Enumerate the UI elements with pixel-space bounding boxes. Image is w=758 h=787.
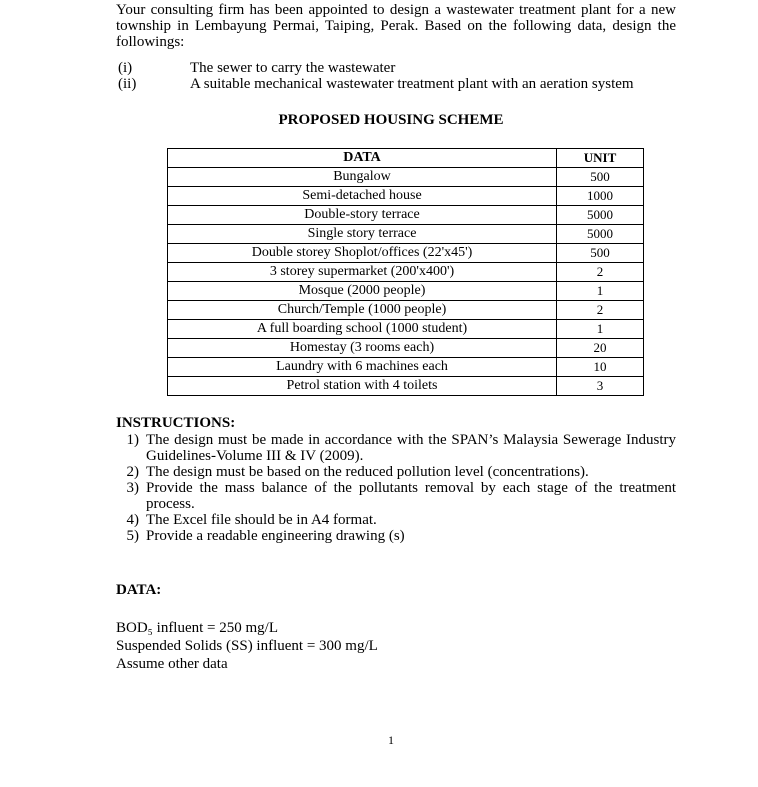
instructions-title: INSTRUCTIONS: [116, 415, 236, 431]
row-data: Double storey Shoplot/offices (22'x45') [168, 244, 557, 263]
table-row [168, 168, 644, 187]
row-data: Church/Temple (1000 people) [168, 301, 557, 320]
task-text: A suitable mechanical wastewater treatment plant with an aeration system [190, 76, 634, 92]
task-item [116, 76, 634, 92]
table-row [168, 206, 644, 225]
task-number: (i) [118, 60, 133, 76]
table-row [168, 358, 644, 377]
table-row [168, 301, 644, 320]
list-item [116, 512, 676, 528]
row-data: Semi-detached house [168, 187, 557, 206]
item-text: The design must be made in accordance with the SPAN’s Malaysia Sewerage Industry Guidelines-Volume III & IV (2009). [146, 432, 676, 464]
data-line-assume: Assume other data [116, 656, 228, 672]
row-data: 3 storey supermarket (200'x400') [168, 263, 557, 282]
table-row [168, 225, 644, 244]
item-number: 3) [126, 480, 139, 496]
row-unit: 500 [557, 168, 644, 187]
row-unit: 500 [557, 244, 644, 263]
table-row [168, 244, 644, 263]
row-unit: 1 [557, 320, 644, 339]
table-header-row [168, 149, 644, 168]
row-data: Bungalow [168, 168, 557, 187]
task-item [116, 60, 634, 76]
scheme-heading [0, 112, 758, 128]
intro-paragraph: Your consulting firm has been appointed to design a wastewater treatment plant for a new township in Lembayung Permai, Taiping, Perak. Based on the following data, design the followings: [116, 2, 676, 50]
data-title: DATA: [116, 582, 162, 598]
row-unit: 2 [557, 263, 644, 282]
scheme-title: PROPOSED HOUSING SCHEME [278, 112, 504, 128]
housing-scheme-table [167, 148, 644, 396]
row-unit: 2 [557, 301, 644, 320]
row-unit: 1000 [557, 187, 644, 206]
row-data: Petrol station with 4 toilets [168, 377, 557, 396]
table-row [168, 339, 644, 358]
row-unit: 5000 [557, 225, 644, 244]
list-item [116, 432, 676, 464]
row-unit: 20 [557, 339, 644, 358]
table-row [168, 282, 644, 301]
data-line-bod: BOD₅ influent = 250 mg/L [116, 620, 279, 636]
item-number: 4) [126, 512, 139, 528]
row-data: Mosque (2000 people) [168, 282, 557, 301]
table-row [168, 320, 644, 339]
page-number: 1 [388, 733, 394, 747]
item-text: Provide the mass balance of the pollutants removal by each stage of the treatment process. [146, 480, 676, 512]
row-data: Homestay (3 rooms each) [168, 339, 557, 358]
header-data: DATA [168, 149, 557, 168]
list-item [116, 528, 676, 544]
page-number-container [0, 732, 758, 748]
task-number: (ii) [118, 76, 137, 92]
row-unit: 3 [557, 377, 644, 396]
item-number: 5) [126, 528, 139, 544]
row-unit: 5000 [557, 206, 644, 225]
instructions-list [116, 432, 676, 544]
data-list [116, 620, 378, 674]
item-text: The Excel file should be in A4 format. [146, 512, 377, 528]
row-data: Laundry with 6 machines each [168, 358, 557, 377]
row-unit: 1 [557, 282, 644, 301]
data-line-ss: Suspended Solids (SS) influent = 300 mg/L [116, 638, 378, 654]
item-text: Provide a readable engineering drawing (s) [146, 528, 405, 544]
item-number: 1) [126, 432, 139, 448]
table-row [168, 377, 644, 396]
intro-section [116, 2, 676, 50]
list-item [116, 480, 676, 512]
list-item [116, 464, 676, 480]
item-text: The design must be based on the reduced pollution level (concentrations). [146, 464, 589, 480]
item-number: 2) [126, 464, 139, 480]
row-data: A full boarding school (1000 student) [168, 320, 557, 339]
row-unit: 10 [557, 358, 644, 377]
table-row [168, 187, 644, 206]
task-text: The sewer to carry the wastewater [190, 60, 396, 76]
table-row [168, 263, 644, 282]
header-unit: UNIT [557, 149, 644, 168]
row-data: Single story terrace [168, 225, 557, 244]
row-data: Double-story terrace [168, 206, 557, 225]
task-list [116, 60, 634, 92]
